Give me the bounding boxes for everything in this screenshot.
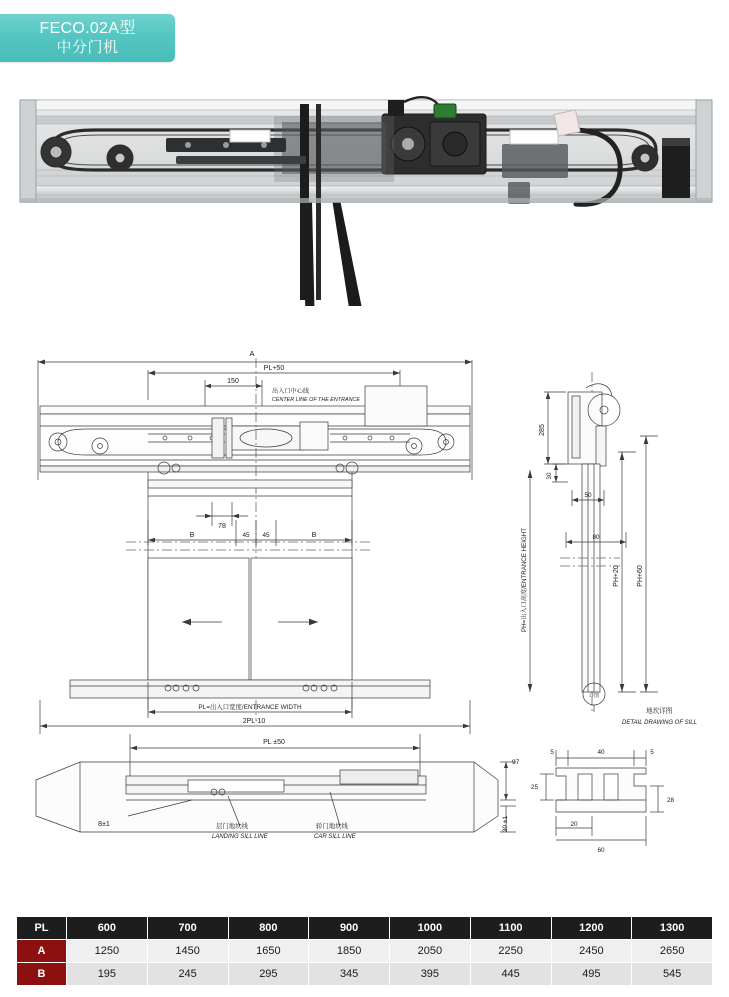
label-landing-sill-cn: 层门地坎线 (216, 823, 248, 830)
label-B-left: B (189, 532, 195, 539)
label-sill-bubble: 详图 (588, 693, 600, 699)
cell-a-1: 1450 (147, 940, 228, 963)
label-97: 97 (512, 759, 520, 766)
table-row-a (17, 940, 713, 963)
cell-a-7: 2650 (632, 940, 713, 963)
cell-pl-4: 1000 (390, 917, 471, 940)
label-45-left: 45 (242, 532, 250, 539)
label-45-right: 45 (262, 532, 270, 539)
label-285: 285 (539, 424, 546, 436)
product-title-badge (0, 14, 175, 62)
label-car-sill-en: CAR SILL LINE (314, 834, 356, 840)
cell-b-3: 345 (309, 963, 390, 986)
cell-pl-1: 700 (147, 917, 228, 940)
cell-a-5: 2250 (470, 940, 551, 963)
product-model-label: FECO.02A型 (39, 20, 136, 38)
label-entrance-width: PL=出入口宽度/ENTRANCE WIDTH (198, 704, 302, 711)
label-sill-20: 20 (570, 821, 578, 828)
table-row-pl (17, 917, 713, 940)
label-sill-detail-en: DETAIL DRAWING OF SILL (622, 720, 697, 726)
dimension-table (16, 916, 713, 986)
cell-pl-0: 600 (67, 917, 148, 940)
cell-a-4: 2050 (390, 940, 471, 963)
cell-a-2: 1650 (228, 940, 309, 963)
label-ph-plus-20: PH+20 (613, 565, 620, 587)
label-B-right: B (311, 532, 317, 539)
cell-pl-2: 800 (228, 917, 309, 940)
label-sill-28: 28 (667, 797, 675, 804)
label-30-pm-1: 30 ±1 (502, 815, 509, 833)
label-ph-plus-60: PH+60 (637, 565, 644, 587)
cell-a-3: 1850 (309, 940, 390, 963)
label-sill-40: 40 (597, 749, 605, 756)
label-A: A (249, 349, 255, 358)
row-header-b: B (17, 963, 67, 986)
row-header-a: A (17, 940, 67, 963)
cell-pl-3: 900 (309, 917, 390, 940)
cell-pl-6: 1200 (551, 917, 632, 940)
cell-pl-5: 1100 (470, 917, 551, 940)
label-car-sill-cn: 轿门地坎线 (316, 823, 348, 830)
product-type-label: 中分门机 (56, 38, 119, 56)
label-sill-60: 60 (597, 847, 605, 854)
technical-drawing (0, 330, 729, 890)
label-50: 50 (584, 492, 592, 499)
cell-a-6: 2450 (551, 940, 632, 963)
label-entrance-height: PH=出入口高度/ENTRANCE HEIGHT (521, 528, 528, 632)
label-sill-25: 25 (530, 784, 538, 791)
cell-b-2: 295 (228, 963, 309, 986)
label-entrance-center-cn: 出入口中心线 (272, 388, 310, 395)
label-sill-detail-cn: 地坎详图 (646, 708, 673, 715)
cell-b-4: 395 (390, 963, 471, 986)
label-80: 80 (592, 534, 600, 541)
label-78: 78 (218, 523, 226, 530)
label-pl-plus-50: PL+50 (263, 365, 285, 372)
cell-b-1: 245 (147, 963, 228, 986)
label-sill-5-right: 5 (650, 749, 654, 756)
label-pl-pm-50: PL ±50 (263, 739, 285, 746)
door-operator-photo (16, 86, 716, 306)
cell-b-7: 545 (632, 963, 713, 986)
label-landing-sill-en: LANDING SILL LINE (212, 834, 268, 840)
label-150: 150 (227, 378, 239, 385)
cell-b-5: 445 (470, 963, 551, 986)
cell-a-0: 1250 (67, 940, 148, 963)
table-row-b (17, 963, 713, 986)
row-header-pl: PL (17, 917, 67, 940)
cell-pl-7: 1300 (632, 917, 713, 940)
label-entrance-center-en: CENTER LINE OF THE ENTRANCE (272, 397, 360, 403)
label-30: 30 (546, 472, 553, 480)
cell-b-6: 495 (551, 963, 632, 986)
cell-b-0: 195 (67, 963, 148, 986)
label-sill-5-left: 5 (550, 749, 554, 756)
label-2pl-10: 2PL-10 (242, 718, 266, 725)
label-8-pm-1: 8±1 (98, 821, 110, 828)
